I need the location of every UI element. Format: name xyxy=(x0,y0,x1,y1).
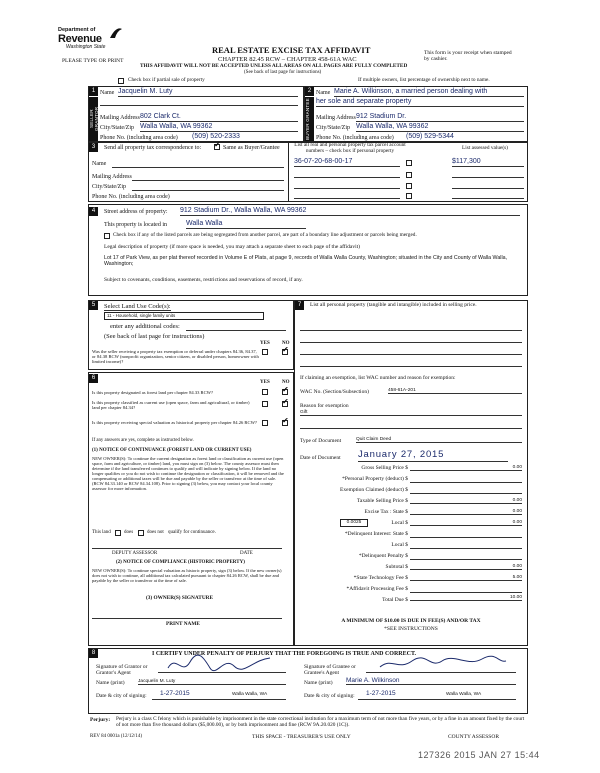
buyer-mailing-field[interactable]: 912 Stadium Dr. xyxy=(356,113,524,122)
grantee-name-field[interactable]: Marie A. Wilkinson xyxy=(346,677,516,685)
calc-value[interactable]: 0.00 xyxy=(410,498,522,504)
calc-value[interactable]: 5.00 xyxy=(410,575,522,581)
designation-section xyxy=(88,372,294,646)
additional-codes-field[interactable] xyxy=(186,330,286,331)
form-chapter: CHAPTER 82.45 RCW – CHAPTER 458-61A WAC xyxy=(218,56,357,63)
form-title: REAL ESTATE EXCISE TAX AFFIDAVIT xyxy=(212,45,371,55)
calc-value[interactable] xyxy=(410,586,522,593)
partial-sale-checkbox[interactable] xyxy=(118,78,124,84)
check-mark-icon: ✔ xyxy=(282,397,289,406)
calc-value[interactable] xyxy=(410,542,522,549)
perjury-statement: Perjury is a class C felony which is punishable by imprisonment in the state correctional institution for a maximum term of not more than five years, or by a fine in an amount fixed by the court of not more than five thousand dollars ($5,000.00), or by both imprisonment and fine (RCW 9A.20.020 (1C)). xyxy=(116,716,525,728)
corr-name-field[interactable] xyxy=(112,167,284,168)
corr-mailing-field[interactable] xyxy=(132,180,284,181)
calc-value[interactable]: 0.00 xyxy=(410,520,522,526)
personal-property-checkbox-1[interactable] xyxy=(406,160,412,166)
calc-label: Local $ xyxy=(391,520,408,526)
local-rate-box[interactable]: 0.0025 xyxy=(340,519,368,527)
check-mark-icon: ✔ xyxy=(214,140,221,149)
print-name-field[interactable] xyxy=(92,618,282,619)
corr-city-field[interactable] xyxy=(132,190,284,191)
seller-name-field[interactable]: Jacquelin M. Luty xyxy=(118,88,298,97)
located-in-field[interactable]: Walla Walla xyxy=(186,220,306,229)
calc-label: *Affidavit Processing Fee $ xyxy=(346,586,408,592)
parcel-number-field[interactable]: 36-07-20-68-00-17 xyxy=(294,158,400,167)
logo: Department of Revenue Washington State xyxy=(58,26,138,54)
exempt-yes-checkbox[interactable] xyxy=(262,349,268,355)
legal-description: Lot 17 of Park View, as per plat thereof recorded in Volume E of Plats, at page 9, records of Walla Walla County, Washington; situated in the City and County of Walla Walla, Washington; xyxy=(104,255,508,267)
grantor-city-field[interactable]: Walla Walla, WA xyxy=(232,692,268,697)
calc-value[interactable] xyxy=(410,476,522,483)
calc-label: Taxable Selling Price $ xyxy=(356,498,408,504)
seller-mailing-field[interactable]: 802 Clark Ct. xyxy=(140,113,298,122)
wac-number-field[interactable]: 458-61A-201 xyxy=(388,388,522,394)
personal-property-checkbox-3[interactable] xyxy=(406,183,412,189)
seller-phone-field[interactable]: (509) 520-2333 xyxy=(192,133,240,140)
grantor-signature-icon xyxy=(164,654,274,674)
check-mark-icon: ✔ xyxy=(282,416,289,425)
grantee-date-field[interactable]: 1-27-2015 xyxy=(366,690,396,697)
calc-value[interactable] xyxy=(410,487,522,494)
calc-label: *Delinquent Interest: State $ xyxy=(344,531,408,537)
land-use-select[interactable]: 11 - Household, single family units xyxy=(104,312,264,320)
exemption-reason-field[interactable]: Gift xyxy=(300,410,522,416)
personal-property-checkbox-2[interactable] xyxy=(406,172,412,178)
receipt-note: This form is your receipt when stamped by cashier. xyxy=(424,50,512,63)
calc-value[interactable]: 0.00 xyxy=(410,564,522,570)
grantee-city-field[interactable]: Walla Walla, WA xyxy=(446,692,482,697)
document-type-field[interactable]: Quit Claim Deed xyxy=(356,437,522,443)
treasurer-stamp: 127326 2015 JAN 27 15:44 xyxy=(418,750,540,760)
buyer-city-field[interactable]: Walla Walla, WA 99362 xyxy=(356,123,524,132)
calc-label: *State Technology Fee $ xyxy=(353,575,408,581)
calc-value[interactable] xyxy=(410,531,522,538)
calc-label: Total Due $ xyxy=(382,597,408,603)
calc-label: Gross Selling Price $ xyxy=(361,465,408,471)
document-date-field[interactable]: January 27, 2015 xyxy=(358,450,508,462)
does-checkbox[interactable] xyxy=(115,530,121,536)
calc-label: Local $ xyxy=(391,542,408,548)
calc-value[interactable]: 0.00 xyxy=(410,509,522,515)
revenue-logo-icon xyxy=(108,26,124,40)
calc-value[interactable] xyxy=(410,553,522,560)
calc-label: Subtotal $ xyxy=(385,564,408,570)
buyer-phone-field[interactable]: (509) 529-5344 xyxy=(406,133,454,140)
calc-label: Exemption Claimed (deduct) $ xyxy=(340,487,408,493)
grantor-name-field[interactable]: Jacquelin M. Luty xyxy=(138,679,286,685)
type-print: PLEASE TYPE OR PRINT xyxy=(62,58,124,64)
calc-label: *Delinquent Penalty $ xyxy=(358,553,408,559)
see-back: (See back of last page for instructions) xyxy=(244,70,322,75)
calc-label: *Personal Property (deduct) $ xyxy=(342,476,408,482)
calc-value[interactable]: 10.00 xyxy=(410,595,522,601)
segregated-checkbox[interactable] xyxy=(104,233,110,239)
historic-yes-checkbox[interactable] xyxy=(262,420,268,426)
grantee-signature-icon xyxy=(378,655,508,673)
forest-yes-checkbox[interactable] xyxy=(262,389,268,395)
assessed-value-field[interactable]: $117,300 xyxy=(452,158,524,167)
calc-value[interactable]: 0.00 xyxy=(410,465,522,471)
grantor-date-field[interactable]: 1-27-2015 xyxy=(160,690,190,697)
street-address-field[interactable]: 912 Stadium Dr., Walla Walla, WA 99362 xyxy=(180,207,520,216)
buyer-name-field-2[interactable]: her sole and separate property xyxy=(316,98,524,107)
warning: THIS AFFIDAVIT WILL NOT BE ACCEPTED UNLESS ALL AREAS ON ALL PAGES ARE FULLY COMPLETED xyxy=(140,63,408,69)
check-mark-icon: ✔ xyxy=(282,385,289,394)
seller-city-field[interactable]: Walla Walla, WA 99362 xyxy=(140,123,298,132)
does-not-checkbox[interactable] xyxy=(138,530,144,536)
buyer-name-field[interactable]: Marie A. Wilkinson, a married person dealing with xyxy=(334,88,524,97)
current-use-yes-checkbox[interactable] xyxy=(262,401,268,407)
calc-label: Excise Tax : State $ xyxy=(364,509,408,515)
check-mark-icon: ✔ xyxy=(282,345,289,354)
personal-property-checkbox-4[interactable] xyxy=(406,193,412,199)
